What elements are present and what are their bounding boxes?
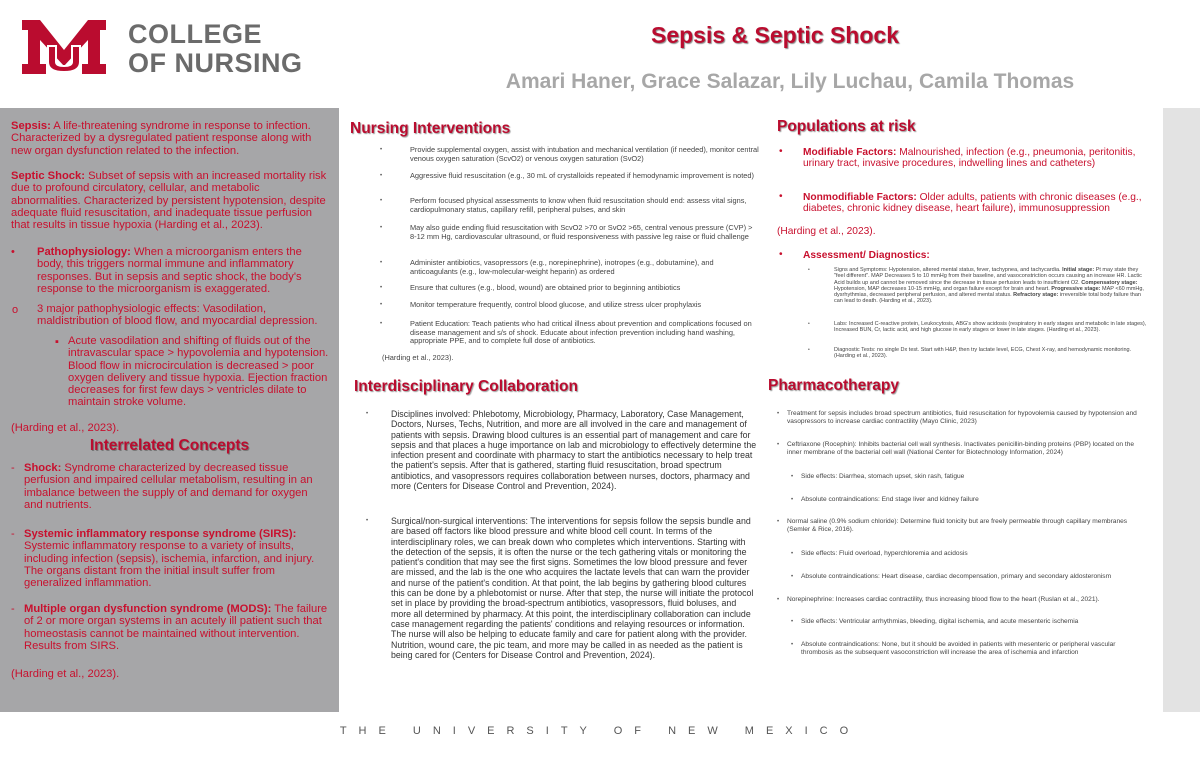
interdisciplinary-item: Disciplines involved: Phlebotomy, Microbiology, Pharmacy, Laboratory, Case Management, Doctors, Nurses, Techs, Nutrition, and more are all involved in the care and management of patients with sepsis. Drawing blood cultures is an essential part of management and care for sepsis and that places a huge importance on lab and microbiology to effectively determine the infection present and coordinate with pharmacy to start the antibiotics necessary to help treat the patient's sepsis. After that is gathered, starting fluid resuscitation, broad spectrum antibiotics, and vasopressors requires collaboration between nurses, doctors, pharmacy and more (Centers for Disease Control and Prevention, 2024). [391, 409, 757, 492]
authors: Amari Haner, Grace Salazar, Lily Luchau, Camila Thomas [505, 70, 1075, 93]
populations-citation: (Harding et al., 2023). [777, 226, 876, 237]
bullet: • [779, 146, 783, 157]
nursing-interventions-title: Nursing Interventions [350, 120, 511, 137]
shock-text: Subset of sepsis with an increased mortality risk due to profound circulatory, cellular, and metabolic abnormalities. Characterized by persistent hypotension, despite adequate fluid resuscitation, and inadequate tissue perfusion that results in tissue hypoxia (Harding et al., 2023). [11, 170, 327, 232]
patho-bullet: • [11, 246, 15, 258]
acute-text: Acute vasodilation and shifting of fluids out of the intravascular space > hypovolemia and hypotension. Blood flow in microcirculation is decreased > poor oxygen delivery and tissue hypoxia. Ejection fraction decreases for first few days > ventricles dilate to maintain stroke volume. [68, 335, 329, 409]
nursing-citation: (Harding et al., 2023). [382, 353, 454, 362]
bullet: • [380, 285, 383, 291]
concept-dash-1: - [11, 462, 15, 474]
bullet: • [777, 519, 780, 525]
patho-text: When a microorganism enters the body, this triggers normal immune and inflammatory responses. But in sepsis and septic shock, the body's response to the microorganism is exaggerated. [37, 246, 302, 295]
bullet: • [380, 302, 383, 308]
pharma-item: Absolute contraindications: Heart disease, cardiac decompensation, primary and secondary aldosteronism [801, 573, 1112, 580]
concept-text: Systemic inflammatory response to a variety of insults, including infection (sepsis), ischemia, infarction, and injury. The organs distant from the initial insult suffer from generalized inflammation. [24, 540, 315, 590]
bullet: • [808, 267, 810, 273]
interdisciplinary-item: Surgical/non-surgical interventions: The interventions for sepsis follow the sepsis bundle and are based off factors like blood pressure and white blood cell count. In terms of the interdisciplinary roles, we can break down who completes which interventions. Starting with the detection of the sepsis, it is often the nurse or the tech gathering vitals or monitoring the patient's condition that may see the first signs. Sometimes the low blood pressure and fever are missed, and the lab is the one who acquires the lactate levels that can warn the provider and nurse of the patient's condition. At that point, the lab begins by gathering blood cultures this can be done by a phlebotomist or nurse. After that step, the nurse will initiate the protocol set in place by providing the broad-spectrum antibiotics, vasopressors, fluid boluses, and more all determined by pharmacy. At this point, the interdisciplinary collaboration can include case management regarding the patients' conditions and relaying resources or information. The nurse will also be helping to educate family and care for patient along with the provider. Nutrition, wound care, the pic team, and more may be called in as needed as the patient is being cared for (Centers for Disease Control and Prevention, 2024). [391, 516, 754, 660]
right-side-strip [1163, 108, 1200, 712]
signs-text: irreversible total body failure than can lead to death. (Harding et al., 2023). [834, 292, 1141, 305]
signs-text: Signs and Symptoms: Hypotension, altered mental status, fever, tachypnea, and tachycardia. [834, 267, 1061, 273]
shock-label: Septic Shock: [11, 170, 85, 182]
compensatory-stage-label: Compensatory stage: [1081, 279, 1138, 286]
bullet: • [380, 260, 383, 266]
nursing-item: Monitor temperature frequently, control blood glucose, and utilize stress ulcer prophylaxis [410, 300, 702, 309]
bullet: • [380, 147, 383, 153]
bullet: • [791, 474, 794, 480]
concept-label: Shock: [24, 462, 62, 474]
assessment-label: Assessment/ Diagnostics: [803, 250, 930, 261]
nursing-item: May also guide ending fluid resuscitation with ScvO2 >70 or SvO2 >65, central venous pressure (CVP) > 8-12 mm Hg, cardiovascular ultrasound, or fluid responsiveness with passive leg raise or fluid challenge [410, 223, 753, 241]
bullet: • [380, 321, 383, 327]
bullet: • [779, 191, 783, 202]
nursing-item: Ensure that cultures (e.g., blood, wound) are obtained prior to beginning antibiotics [410, 283, 681, 292]
modifiable-label: Modifiable Factors: [803, 147, 897, 158]
nursing-item: Perform focused physical assessments to know when fluid resuscitation should end: assess vital signs, cardiopulmonary status, capillary refill, peripheral pulses, and skin [410, 196, 747, 214]
nursing-item: Provide supplemental oxygen, assist with intubation and mechanical ventilation (if needed), monitor central venous oxygen saturation (ScvO2) or venous oxygen saturation (SvO2) [410, 145, 759, 163]
signs-text: Pt may state they "feel different". MAP Decreases 5 to 10 mmHg from their baseline, and vasoconstriction occurs causing an increase HR. Lactic Acid builds up and cannot be removed since the decrease in tissue perfusion leads to insufficient O2. [834, 267, 1142, 286]
pharmacotherapy-title: Pharmacotherapy [768, 377, 899, 394]
nonmodifiable-label: Nonmodifiable Factors: [803, 192, 917, 203]
initial-stage-label: Initial stage: [1062, 267, 1095, 273]
signs-text: MAP <60 mmHg, dysrhythmias, decreased peripheral perfusion, and altered mental status. [834, 285, 1144, 299]
concept-label: Systemic inflammatory response syndrome (SIRS): [24, 528, 297, 540]
poster-title: Sepsis & Septic Shock [651, 22, 899, 48]
sepsis-definition [11, 120, 329, 157]
pathophysiology [37, 246, 329, 295]
diagnostic-tests-text: Diagnostic Tests: no single Dx test. Start with H&P, then try lactate level, ECG, Chest X-ray, and hemodynamic monitoring. (Harding et al., 2023). [834, 347, 1132, 360]
nursing-item: Patient Education: Teach patients who had critical illness about prevention and complications focused on disease management and s/s of shock. Educate about infection prevention including hand washing, appropriate PPE, and to complete full dose of antibiotics. [410, 319, 752, 346]
pharma-item: Side effects: Fluid overload, hyperchloremia and acidosis [801, 550, 968, 557]
bullet: • [808, 347, 810, 353]
bullet: • [777, 442, 780, 448]
bullet: • [791, 497, 794, 503]
septic-shock-definition [11, 170, 329, 231]
interrelated-concepts-title: Interrelated Concepts [89, 437, 250, 454]
bullet: • [777, 597, 780, 603]
bullet: • [366, 411, 369, 417]
pharma-item: Normal saline (0.9% sodium chloride): Determine fluid tonicity but are freely permeable through capillary membranes (Semler & Rice, 2016). [787, 518, 1128, 533]
bullet: • [808, 321, 810, 327]
signs-symptoms [834, 267, 1149, 305]
university-footer: THE UNIVERSITY OF NEW MEXICO [339, 725, 861, 737]
nursing-item: Administer antibiotics, vasopressors (e.g., norepinephrine), inotropes (e.g., dobutamine), and anticoagulants (e.g., low-molecular-weight heparin) as ordered [410, 258, 714, 276]
pharma-item: Side effects: Diarrhea, stomach upset, skin rash, fatigue [801, 473, 965, 480]
college-logo [18, 14, 328, 84]
bullet: • [791, 619, 794, 625]
bullet: • [791, 574, 794, 580]
pharma-item: Absolute contraindications: End stage liver and kidney failure [801, 496, 979, 503]
labs-text: Labs: Increased C-reactive protein, Leukocytosis, ABG's show acidosis (respiratory in early stages and metabolic in late stages), Increased BUN, Cr, lactic acid, and high glucose in early stages or lower in late stages. (Harding et al., 2023). [834, 321, 1147, 334]
sepsis-label: Sepsis: [11, 120, 51, 132]
nonmodifiable-text: Older adults, patients with chronic diseases (e.g., diabetes, chronic kidney disease, heart failure), immunosuppression [803, 192, 1142, 215]
interdisciplinary-title: Interdisciplinary Collaboration [354, 378, 578, 395]
bullet: • [380, 225, 383, 231]
pharma-item: Absolute contraindications: None, but it should be avoided in patients with mesenteric or peripheral vascular thrombosis as the subsequent vasoconstriction will increase the area of ischemia and infarction [801, 641, 1116, 656]
pharma-item: Treatment for sepsis includes broad spectrum antibiotics, fluid resuscitation for hypovolemia caused by hypotension and vasopressors to increase cardiac contractility (Mayo Clinic, 2023) [787, 410, 1137, 425]
college-name [128, 20, 303, 78]
bullet: • [791, 551, 794, 557]
concept-label: Multiple organ dysfunction syndrome (MODS): [24, 603, 272, 615]
citation-1: (Harding et al., 2023). [11, 422, 120, 434]
concept-sirs [24, 528, 329, 589]
pharma-item: Ceftriaxone (Rocephin): Inhibits bacterial cell wall synthesis. Inactivates penicillin-binding proteins (PBP) located on the inner membrane of the bacterial cell wall (National Center for Biotechnology Information, 2024) [787, 441, 1135, 456]
bullet: • [380, 198, 383, 204]
modifiable-factors [803, 147, 1155, 170]
patho-label: Pathophysiology: [37, 246, 131, 258]
bullet: • [777, 411, 780, 417]
nursing-item: Aggressive fluid resuscitation (e.g., 30 mL of crystalloids repeated if hemodynamic improvement is noted) [410, 171, 754, 180]
concept-mods [24, 603, 329, 652]
concept-text: Syndrome characterized by decreased tissue perfusion and impaired cellular metabolism, resulting in an imbalance between the supply of and demand for oxygen and nutrients. [24, 462, 313, 511]
bullet: • [380, 173, 383, 179]
bullet: • [366, 518, 369, 524]
populations-title: Populations at risk [777, 118, 916, 135]
concept-dash-2: - [11, 528, 15, 540]
modifiable-text: Malnourished, infection (e.g., pneumonia, peritonitis, urinary tract, invasive procedures, indwelling lines and catheters) [803, 147, 1136, 170]
concept-text: The failure of 2 or more organ systems in an acutely ill patient such that homeostasis cannot be maintained without intervention. Results from SIRS. [24, 603, 328, 652]
unm-monogram-icon [18, 16, 110, 78]
concept-shock [24, 462, 329, 511]
effects-bullet: o [12, 304, 19, 316]
refractory-stage-label: Refractory stage: [1013, 292, 1059, 299]
concept-dash-3: - [11, 603, 15, 615]
college-line-2: OF NURSING [128, 48, 303, 78]
effects-text: 3 major pathophysiologic effects: Vasodilation, maldistribution of blood flow, and myocardial depression. [37, 303, 318, 328]
progressive-stage-label: Progressive stage: [1051, 285, 1101, 292]
nonmodifiable-factors [803, 192, 1155, 215]
pharma-item: Norepinephrine: Increases cardiac contractility, thus increasing blood flow to the heart (Ruslan et al., 2021). [787, 596, 1100, 603]
acute-bullet: ▪ [55, 336, 59, 348]
signs-text: Hypotension, MAP decreases 10-15 mmHg, and organ failure except for brain and heart. [834, 285, 1050, 292]
citation-2: (Harding et al., 2023). [11, 668, 120, 680]
bullet: • [791, 642, 794, 648]
sepsis-text: A life-threatening syndrome in response to infection. Characterized by a dysregulated patient response along with new organ dysfunction related to the infection. [11, 120, 312, 157]
college-line-1: COLLEGE [128, 19, 263, 49]
pharma-item: Side effects: Ventricular arrhythmias, bleeding, digital ischemia, and acute mesenteric ischemia [801, 618, 1079, 625]
bullet: • [779, 249, 783, 260]
